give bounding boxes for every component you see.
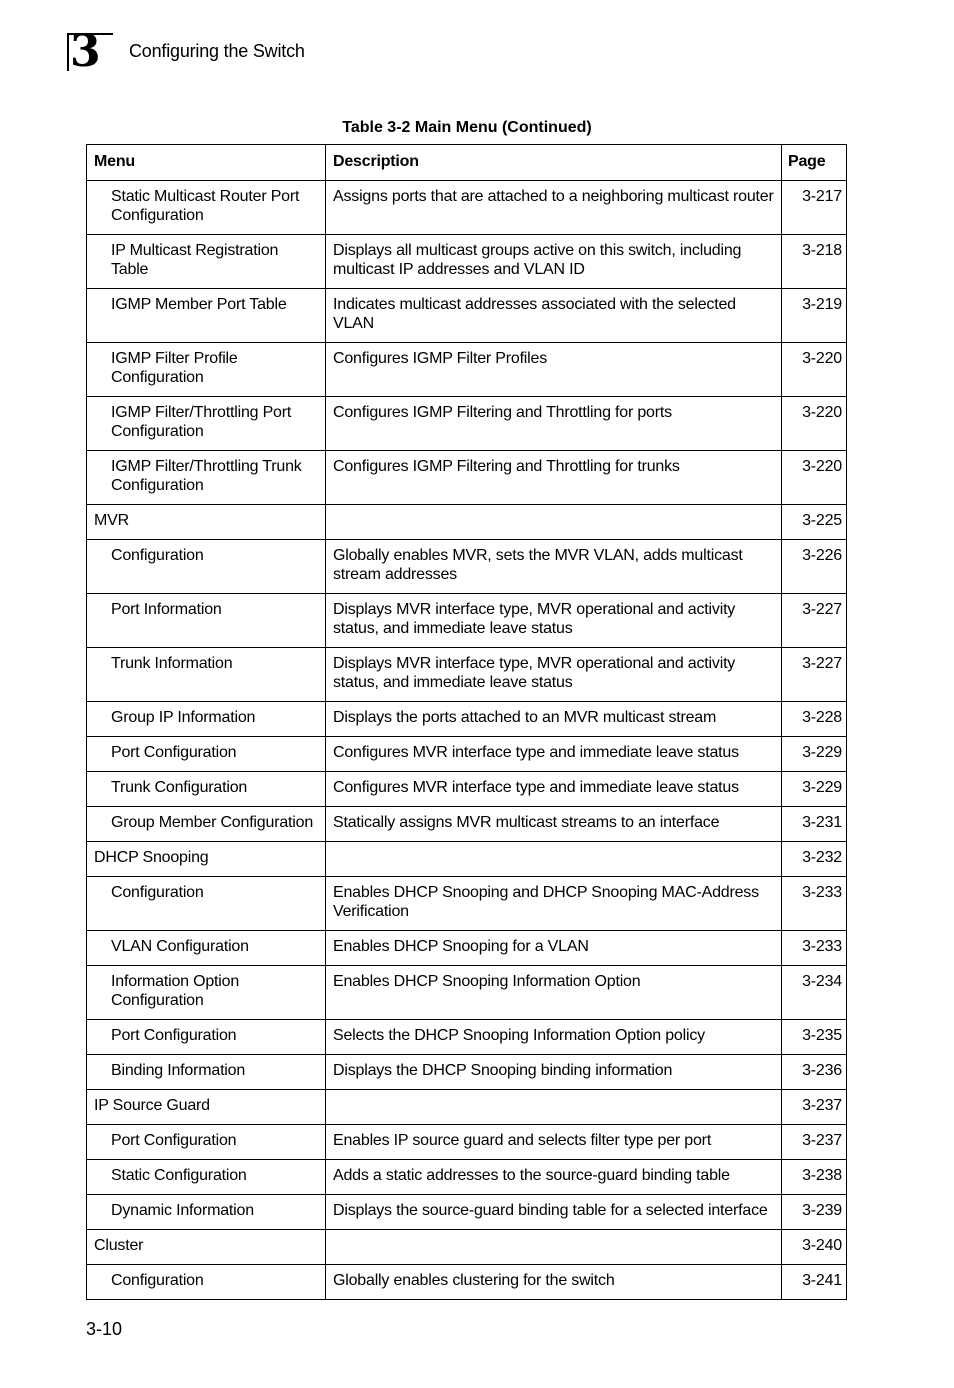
description-cell: Displays all multicast groups active on this switch, including multicast IP addresses and VLAN ID bbox=[326, 235, 782, 289]
column-header-page: Page bbox=[782, 145, 847, 181]
description-cell: Assigns ports that are attached to a neighboring multicast router bbox=[326, 181, 782, 235]
table-row bbox=[87, 1160, 847, 1195]
table-row bbox=[87, 1090, 847, 1125]
menu-cell: Trunk Information bbox=[87, 648, 326, 702]
menu-cell: IGMP Filter Profile Configuration bbox=[87, 343, 326, 397]
page-cell: 3-235 bbox=[782, 1020, 847, 1055]
page-number: 3-10 bbox=[86, 1319, 123, 1339]
chapter-number: 3 bbox=[70, 26, 101, 77]
menu-cell: IGMP Member Port Table bbox=[87, 289, 326, 343]
page-cell: 3-220 bbox=[782, 397, 847, 451]
menu-cell: IP Source Guard bbox=[87, 1090, 326, 1125]
column-header-menu: Menu bbox=[87, 145, 326, 181]
description-cell: Configures IGMP Filtering and Throttling for trunks bbox=[326, 451, 782, 505]
page-cell: 3-239 bbox=[782, 1195, 847, 1230]
menu-cell: DHCP Snooping bbox=[87, 842, 326, 877]
chapter-title: Configuring the Switch bbox=[129, 41, 305, 61]
description-cell: Displays the DHCP Snooping binding information bbox=[326, 1055, 782, 1090]
table-row bbox=[87, 1265, 847, 1300]
table-row bbox=[87, 594, 847, 648]
table-row bbox=[87, 1055, 847, 1090]
page-cell: 3-226 bbox=[782, 540, 847, 594]
page-cell: 3-237 bbox=[782, 1090, 847, 1125]
description-cell bbox=[326, 842, 782, 877]
description-cell: Configures MVR interface type and immediate leave status bbox=[326, 737, 782, 772]
page-cell: 3-227 bbox=[782, 648, 847, 702]
page-cell: 3-231 bbox=[782, 807, 847, 842]
table-caption: Table 3-2 Main Menu (Continued) bbox=[342, 119, 592, 136]
page-cell: 3-218 bbox=[782, 235, 847, 289]
description-cell: Globally enables clustering for the switch bbox=[326, 1265, 782, 1300]
menu-cell: Port Configuration bbox=[87, 1125, 326, 1160]
table-row bbox=[87, 451, 847, 505]
menu-cell: Cluster bbox=[87, 1230, 326, 1265]
table-row bbox=[87, 648, 847, 702]
menu-cell: Port Configuration bbox=[87, 1020, 326, 1055]
menu-cell: IGMP Filter/Throttling Trunk Configuration bbox=[87, 451, 326, 505]
menu-cell: Binding Information bbox=[87, 1055, 326, 1090]
description-cell bbox=[326, 1230, 782, 1265]
menu-cell: IGMP Filter/Throttling Port Configuration bbox=[87, 397, 326, 451]
page-cell: 3-229 bbox=[782, 772, 847, 807]
menu-cell: MVR bbox=[87, 505, 326, 540]
page-cell: 3-237 bbox=[782, 1125, 847, 1160]
table-row bbox=[87, 1020, 847, 1055]
page-cell: 3-236 bbox=[782, 1055, 847, 1090]
description-cell: Globally enables MVR, sets the MVR VLAN, adds multicast stream addresses bbox=[326, 540, 782, 594]
description-cell: Adds a static addresses to the source-guard binding table bbox=[326, 1160, 782, 1195]
page-cell: 3-227 bbox=[782, 594, 847, 648]
table-row bbox=[87, 181, 847, 235]
description-cell: Indicates multicast addresses associated with the selected VLAN bbox=[326, 289, 782, 343]
menu-cell: IP Multicast Registration Table bbox=[87, 235, 326, 289]
page-cell: 3-233 bbox=[782, 877, 847, 931]
page-cell: 3-229 bbox=[782, 737, 847, 772]
page-cell: 3-220 bbox=[782, 343, 847, 397]
description-cell: Enables DHCP Snooping Information Option bbox=[326, 966, 782, 1020]
table-row bbox=[87, 931, 847, 966]
table-row bbox=[87, 397, 847, 451]
description-cell: Enables DHCP Snooping for a VLAN bbox=[326, 931, 782, 966]
description-cell: Displays MVR interface type, MVR operational and activity status, and immediate leave status bbox=[326, 594, 782, 648]
table-row bbox=[87, 877, 847, 931]
table-row bbox=[87, 235, 847, 289]
menu-cell: VLAN Configuration bbox=[87, 931, 326, 966]
page-cell: 3-233 bbox=[782, 931, 847, 966]
table-header-row bbox=[87, 145, 847, 181]
page-cell: 3-241 bbox=[782, 1265, 847, 1300]
page-cell: 3-220 bbox=[782, 451, 847, 505]
table-row bbox=[87, 1195, 847, 1230]
description-cell: Displays the ports attached to an MVR multicast stream bbox=[326, 702, 782, 737]
description-cell: Configures MVR interface type and immediate leave status bbox=[326, 772, 782, 807]
menu-cell: Configuration bbox=[87, 540, 326, 594]
description-cell: Displays the source-guard binding table for a selected interface bbox=[326, 1195, 782, 1230]
main-menu-table bbox=[86, 144, 847, 1300]
description-cell: Displays MVR interface type, MVR operational and activity status, and immediate leave status bbox=[326, 648, 782, 702]
table-row bbox=[87, 505, 847, 540]
page-cell: 3-217 bbox=[782, 181, 847, 235]
description-cell: Configures IGMP Filter Profiles bbox=[326, 343, 782, 397]
table-row bbox=[87, 807, 847, 842]
page-cell: 3-219 bbox=[782, 289, 847, 343]
menu-cell: Dynamic Information bbox=[87, 1195, 326, 1230]
table-row bbox=[87, 737, 847, 772]
menu-cell: Trunk Configuration bbox=[87, 772, 326, 807]
menu-cell: Configuration bbox=[87, 1265, 326, 1300]
table-row bbox=[87, 842, 847, 877]
table-row bbox=[87, 540, 847, 594]
table-row bbox=[87, 966, 847, 1020]
description-cell bbox=[326, 505, 782, 540]
page-cell: 3-225 bbox=[782, 505, 847, 540]
description-cell: Configures IGMP Filtering and Throttling for ports bbox=[326, 397, 782, 451]
description-cell bbox=[326, 1090, 782, 1125]
table-body bbox=[87, 181, 847, 1300]
page-cell: 3-238 bbox=[782, 1160, 847, 1195]
table-row bbox=[87, 702, 847, 737]
page-cell: 3-234 bbox=[782, 966, 847, 1020]
description-cell: Statically assigns MVR multicast streams to an interface bbox=[326, 807, 782, 842]
column-header-description: Description bbox=[326, 145, 782, 181]
page-cell: 3-240 bbox=[782, 1230, 847, 1265]
description-cell: Enables DHCP Snooping and DHCP Snooping MAC-Address Verification bbox=[326, 877, 782, 931]
description-cell: Selects the DHCP Snooping Information Option policy bbox=[326, 1020, 782, 1055]
menu-cell: Static Multicast Router Port Configuration bbox=[87, 181, 326, 235]
table-row bbox=[87, 343, 847, 397]
menu-cell: Port Information bbox=[87, 594, 326, 648]
table-row bbox=[87, 1125, 847, 1160]
menu-cell: Port Configuration bbox=[87, 737, 326, 772]
menu-cell: Static Configuration bbox=[87, 1160, 326, 1195]
menu-cell: Configuration bbox=[87, 877, 326, 931]
menu-cell: Information Option Configuration bbox=[87, 966, 326, 1020]
page-cell: 3-228 bbox=[782, 702, 847, 737]
description-cell: Enables IP source guard and selects filter type per port bbox=[326, 1125, 782, 1160]
menu-cell: Group Member Configuration bbox=[87, 807, 326, 842]
menu-cell: Group IP Information bbox=[87, 702, 326, 737]
table-row bbox=[87, 289, 847, 343]
page-cell: 3-232 bbox=[782, 842, 847, 877]
table-row bbox=[87, 1230, 847, 1265]
table-row bbox=[87, 772, 847, 807]
